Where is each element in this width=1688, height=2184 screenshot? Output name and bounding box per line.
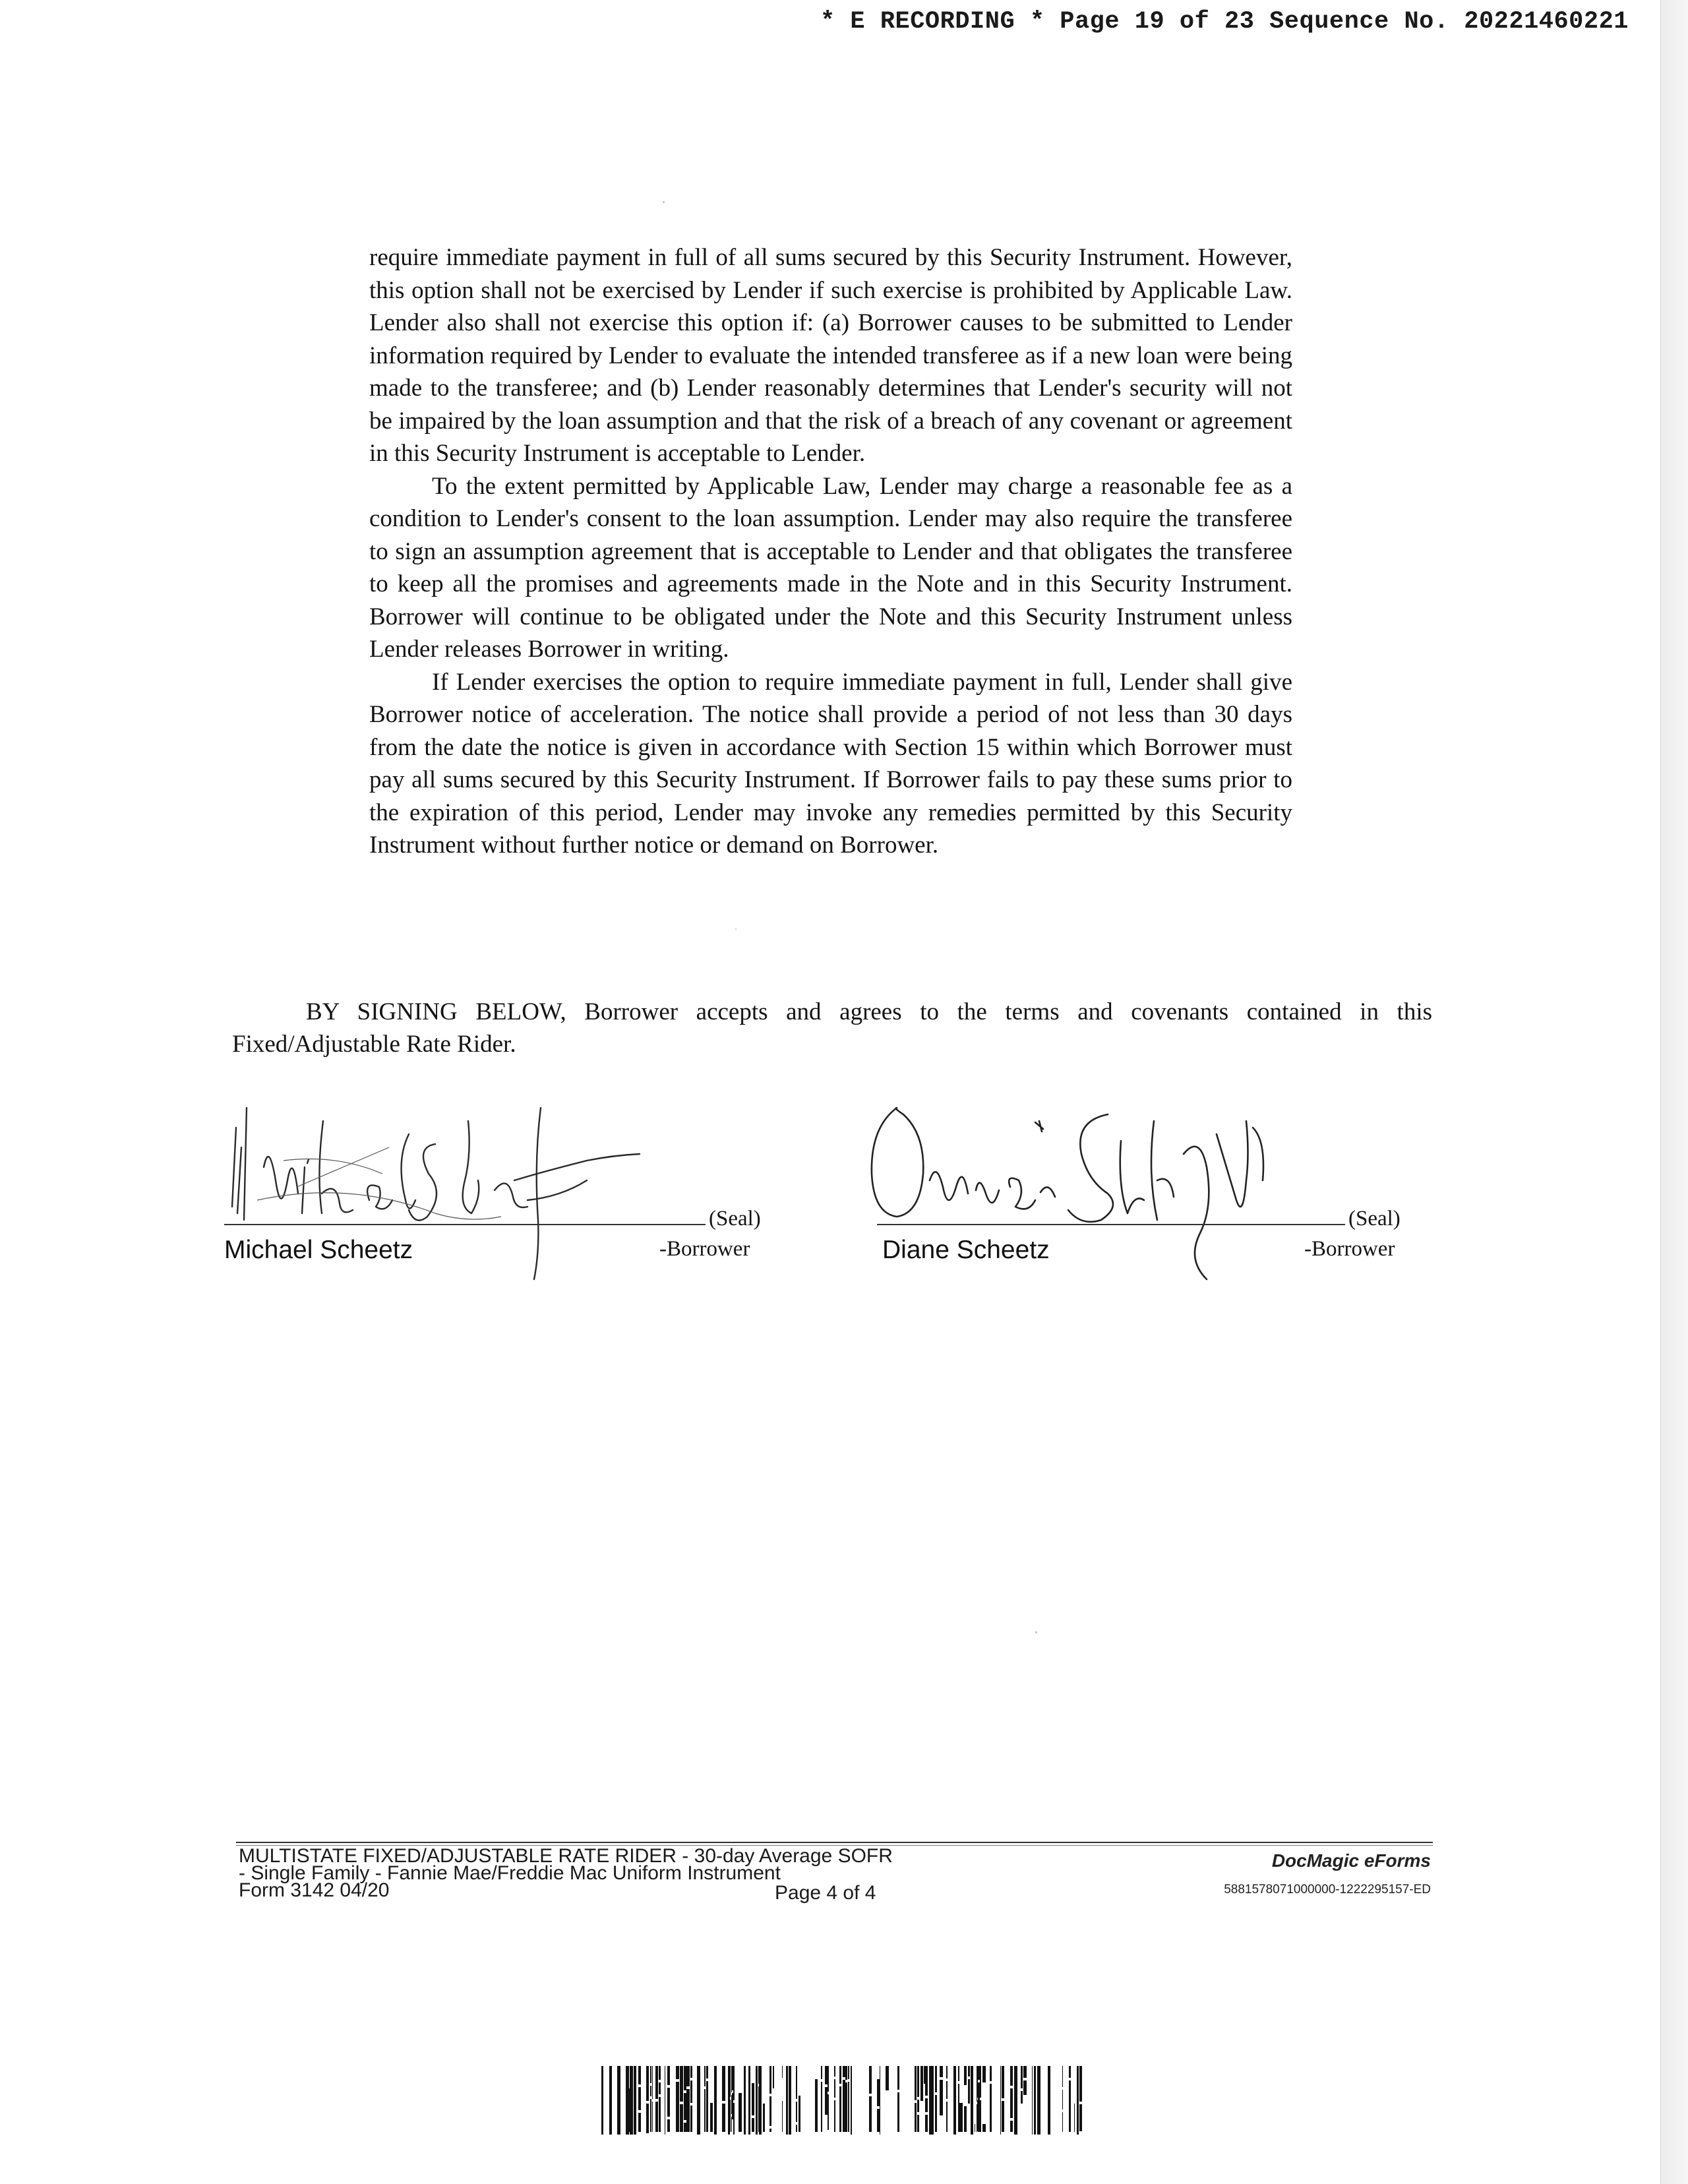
signing-statement: BY SIGNING BELOW, Borrower accepts and agrees to the terms and covenants contained in this Fixed/Adjustable Rate Rider. (232, 998, 1432, 1058)
signer-name-michael: Michael Scheetz (224, 1236, 413, 1264)
seal-label-diane: (Seal) (1348, 1207, 1401, 1230)
signature-line-michael (224, 1224, 706, 1225)
scan-speck (1035, 1631, 1037, 1633)
barcode-image (601, 2066, 1087, 2135)
paragraph-assumption-fee: To the extent permitted by Applicable Law, Lender may charge a reasonable fee as a condition to Lender's consent to the loan assumption. Lender may also require the transferee to sign an assumption agreement that is acceptable to Lender and that obligates the transferee to keep all the promises and agreements made in the Note and in this Security Instrument. Borrower will continue to be obligated under the Note and this Security Instrument unless Lender releases Borrower in writing. (369, 472, 1292, 663)
paragraph-acceleration-notice: If Lender exercises the option to require immediate payment in full, Lender shall give Borrower notice of acceleration. The notice shall provide a period of not less than 30 days from the date the notice is given in accordance with Section 15 within which Borrower must pay all sums secured by this Security Instrument. If Borrower fails to pay these sums prior to the expiration of this period, Lender may invoke any remedies permitted by this Security Instrument without further notice or demand on Borrower. (369, 668, 1292, 859)
paragraph-assumption-continued: require immediate payment in full of all sums secured by this Security Instrument. However, this option shall not be exercised by Lender if such exercise is prohibited by Applicable Law. Lender also shall not exercise this option if: (a) Borrower causes to be submitted to Lender information required by Lender to evaluate the intended transferee as if a new loan were being made to the transferee; and (b) Lender reasonably determines that Lender's security will not be impaired by the loan assumption and that the risk of a breach of any covenant or agreement in this Security Instrument is acceptable to Lender. (369, 244, 1292, 467)
scan-speck (735, 928, 737, 930)
signer-name-diane: Diane Scheetz (882, 1236, 1050, 1264)
document-code: 5881578071000000-1222295157-ED (1224, 1883, 1431, 1896)
borrower-role-diane: -Borrower (1304, 1237, 1395, 1261)
form-number: Form 3142 04/20 (239, 1879, 390, 1901)
seal-label-michael: (Seal) (709, 1207, 761, 1230)
borrower-role-michael: -Borrower (659, 1237, 750, 1261)
recording-header: * E RECORDING * Page 19 of 23 Sequence No. 20221460221 (820, 8, 1629, 36)
scan-speck (663, 201, 665, 203)
form-title-line-2: - Single Family - Fannie Mae/Freddie Mac Uniform Instrument (239, 1862, 781, 1884)
signature-line-diane (877, 1224, 1345, 1225)
rider-body-text (369, 241, 1292, 862)
form-page-number: Page 4 of 4 (775, 1882, 876, 1904)
scan-edge-strip (1660, 0, 1688, 2184)
docmagic-logo: DocMagic eForms (1271, 1850, 1431, 1871)
form-title-line-1: MULTISTATE FIXED/ADJUSTABLE RATE RIDER - 30-day Average SOFR (239, 1845, 893, 1867)
